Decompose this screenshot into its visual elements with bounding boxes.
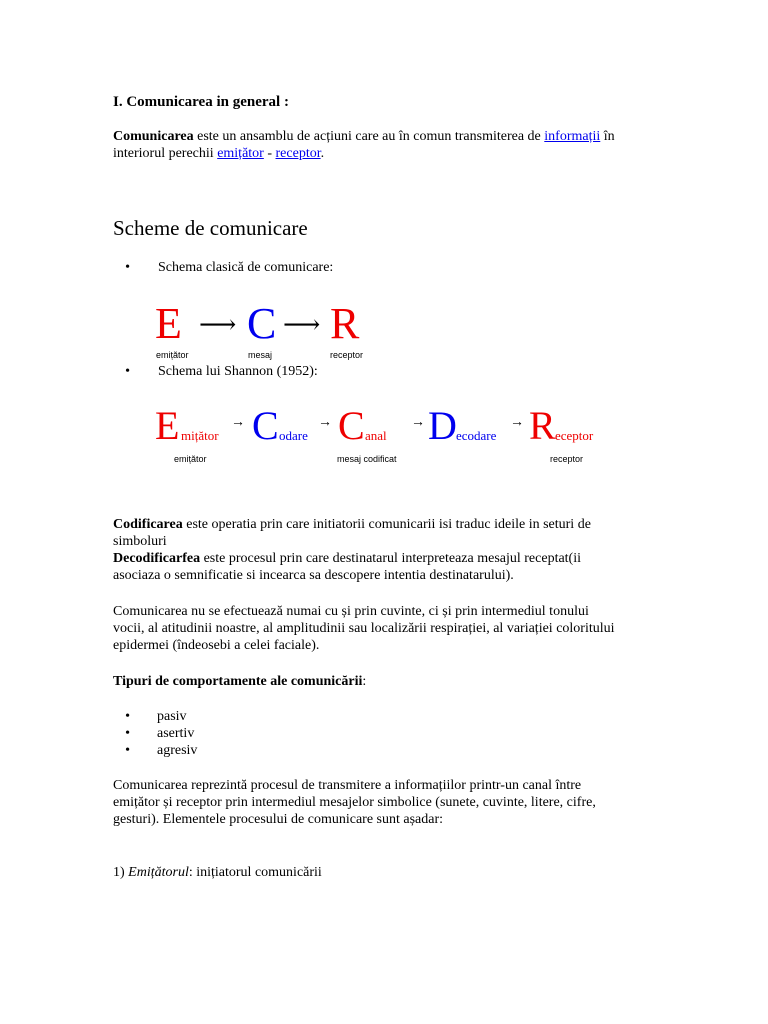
definitions-block — [113, 516, 673, 584]
shannon-caption-receptor: receptor — [550, 454, 584, 464]
tipuri-item — [110, 742, 410, 759]
tipuri-heading-colon: : — [362, 674, 367, 689]
schema-clasica-arrow-2: ⟶ — [283, 310, 321, 339]
shannon-arrow-1: → — [231, 415, 245, 430]
tipuri-item-pasiv: pasiv — [157, 709, 187, 724]
shannon-D-sub: ecodare — [456, 428, 497, 443]
shannon-arrow-4: → — [510, 415, 524, 430]
codificarea-text: este operatia prin care initiatorii comunicarii isi traduc ideile in seturi de — [182, 517, 591, 532]
decodificarea-term: Decodificarfea — [113, 551, 201, 566]
link-informatii[interactable]: informații — [544, 129, 601, 144]
schema-clasica-E: E — [155, 299, 182, 348]
shannon-C-codare: C — [252, 403, 279, 448]
intro-text-2: în — [600, 129, 615, 144]
intro-bold-term: Comunicarea — [113, 129, 194, 144]
section1-heading: I. Comunicarea in general : — [113, 94, 289, 110]
element1-number: 1) — [113, 865, 129, 880]
decodificarea-text-2: asociaza o semnificatie si incearca sa descopere intentia destinatarului). — [113, 568, 514, 583]
bullet-schema-clasica-text: Schema clasică de comunicare: — [158, 260, 334, 275]
decodificarea-text: este procesul prin care destinatarul interpreteaza mesajul receptat(ii — [200, 551, 581, 566]
codificarea-text-2: simboluri — [113, 534, 167, 549]
tipuri-item — [110, 725, 410, 742]
intro-text: este un ansamblu de acțiuni care au în comun transmiterea de — [193, 129, 545, 144]
paragraph2-line3: gesturi). Elementele procesului de comunicare sunt așadar: — [113, 812, 444, 827]
paragraph1-line1: Comunicarea nu se efectuează numai cu și prin cuvinte, ci și prin intermediul tonului — [113, 604, 589, 619]
schema-clasica-C: C — [247, 299, 277, 348]
shannon-E: E — [155, 403, 180, 448]
intro-period: . — [320, 146, 325, 161]
schema-shannon-diagram — [155, 402, 635, 472]
element1-text: : inițiatorul comunicării — [188, 865, 322, 880]
schema-clasica-caption-mesaj: mesaj — [248, 350, 273, 360]
intro-paragraph — [113, 128, 673, 162]
tipuri-list — [110, 708, 410, 759]
bullet-schema-shannon-text: Schema lui Shannon (1952): — [158, 364, 318, 379]
intro-dash: - — [263, 146, 276, 161]
element-emitator — [113, 864, 322, 881]
bullet-schema-shannon — [110, 363, 610, 380]
link-emitator[interactable]: emițător — [217, 146, 264, 161]
shannon-caption-mesaj-codificat: mesaj codificat — [337, 454, 397, 464]
shannon-D: D — [428, 403, 457, 448]
scheme-list-1 — [110, 259, 610, 276]
shannon-arrow-2: → — [318, 415, 332, 430]
paragraph2-line2: emițător și receptor prin intermediul mesajelor simbolice (sunete, cuvinte, litere, cifre, — [113, 795, 596, 810]
tipuri-item-asertiv: asertiv — [157, 726, 195, 741]
codificarea-term: Codificarea — [113, 517, 183, 532]
schema-clasica-caption-receptor: receptor — [330, 350, 364, 360]
paragraph-definitie-comunicare — [113, 777, 693, 828]
paragraph2-line1: Comunicarea reprezintă procesul de transmitere a informațiilor printr-un canal între — [113, 778, 582, 793]
bullet-schema-clasica — [110, 259, 610, 276]
schema-clasica-R: R — [330, 299, 360, 348]
shannon-caption-emitator: emițător — [174, 454, 207, 464]
element1-term: Emițătorul — [128, 865, 189, 880]
shannon-E-sub: mițător — [181, 428, 219, 443]
shannon-C-canal: C — [338, 403, 365, 448]
schema-clasica-caption-emitator: emițător — [156, 350, 189, 360]
paragraph1-line2: vocii, al atitudinii noastre, al amplitudinii sau localizării respirației, al variației coloritului — [113, 621, 615, 636]
intro-line2-start: interiorul perechii — [113, 146, 218, 161]
shannon-arrow-3: → — [411, 415, 425, 430]
tipuri-heading — [113, 673, 366, 690]
paragraph1-line3: epidermei (îndeosebi a celei faciale). — [113, 638, 320, 653]
shannon-C-codare-sub: odare — [279, 428, 308, 443]
tipuri-heading-text: Tipuri de comportamente ale comunicării — [113, 674, 363, 689]
shannon-R-sub: eceptor — [555, 428, 594, 443]
shannon-C-canal-sub: anal — [365, 428, 387, 443]
schema-clasica-diagram — [155, 300, 455, 364]
tipuri-item-agresiv: agresiv — [157, 743, 198, 758]
section2-heading: Scheme de comunicare — [113, 216, 308, 240]
tipuri-item — [110, 708, 410, 725]
schema-clasica-arrow-1: ⟶ — [199, 310, 237, 339]
shannon-R: R — [529, 403, 556, 448]
scheme-list-2 — [110, 363, 610, 380]
link-receptor[interactable]: receptor — [275, 146, 321, 161]
paragraph-comunicare-nonverbala — [113, 603, 693, 654]
